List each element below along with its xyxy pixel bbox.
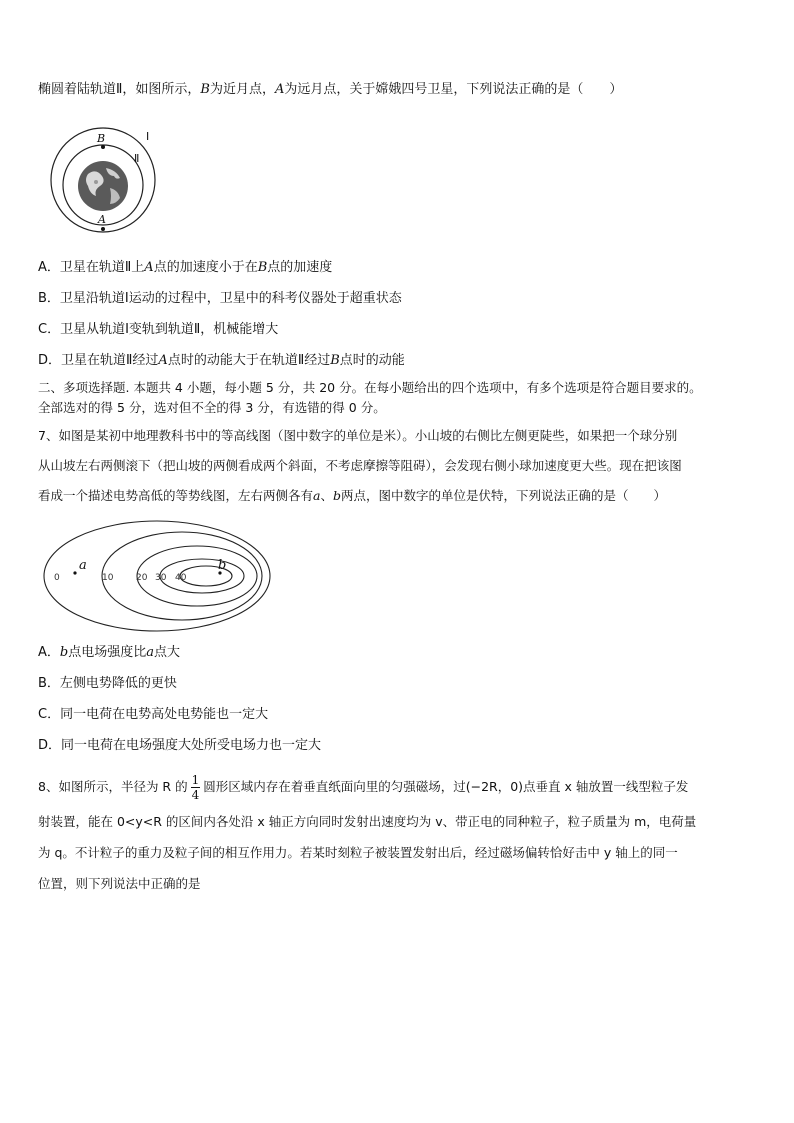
q6-opt-d-var-a: A: [158, 353, 168, 368]
q7-opt-a-text-1: A．: [38, 645, 60, 660]
label-a: a: [79, 558, 87, 573]
q6-opt-d-text-3: 点时的动能: [339, 353, 405, 368]
q7-option-d: D．同一电荷在电场强度大处所受电场力也一定大: [38, 738, 322, 753]
q7-option-c: C．同一电荷在电势高处电势能也一定大: [38, 707, 269, 722]
q7-line-3: [38, 486, 666, 506]
q6-stem-text-1: 椭圆着陆轨道Ⅱ，如图所示，: [38, 82, 201, 97]
fraction-denominator: 4: [191, 788, 200, 802]
contour-label-40: 40: [175, 573, 187, 583]
q6-opt-d-var-b: B: [330, 353, 340, 368]
q7-opt-a-text-2: 点电场强度比: [68, 645, 147, 660]
point-b-dot: [101, 145, 105, 149]
q7-line-3-text-1: 看成一个描述电势高低的等势线图，左右两侧各有: [38, 488, 314, 503]
q8-line-4: 位置，则下列说法中正确的是: [38, 876, 201, 891]
q6-stem: [38, 80, 622, 100]
q8-line-1: [38, 770, 688, 804]
orbit-figure: [40, 122, 165, 234]
fraction-numerator: 1: [191, 773, 200, 787]
q6-option-b: B．卫星沿轨道Ⅰ运动的过程中，卫星中的科考仪器处于超重状态: [38, 291, 402, 306]
contour-label-30: 30: [155, 573, 167, 583]
q7-line-3-var-b: b: [332, 488, 341, 503]
point-a-dot: [101, 227, 105, 231]
q6-opt-d-text-2: 点时的动能大于在轨道Ⅱ经过: [167, 353, 331, 368]
q7-opt-a-text-3: 点大: [154, 645, 181, 660]
contour-label-10: 10: [102, 573, 114, 583]
contour-figure: [40, 518, 275, 636]
q7-line-3-var-a: a: [313, 488, 321, 503]
q6-option-d: [38, 351, 405, 371]
q6-opt-a-var-a: A: [144, 260, 154, 275]
q6-stem-text-3: 为远月点，关于嫦娥四号卫星，下列说法正确的是（ ）: [284, 82, 623, 97]
q7-opt-a-var-b: b: [59, 645, 69, 660]
q7-line-2: 从山坡左右两侧滚下（把山坡的两侧看成两个斜面，不考虑摩擦等阻碍），会发现右侧小球加速度更大些。现在把该图: [38, 458, 682, 473]
q8-line-3: 为 q。不计粒子的重力及粒子间的相互作用力。若某时刻粒子被装置发射出后，经过磁场偏转恰好击中 y 轴上的同一: [38, 845, 678, 860]
q6-stem-var-b: B: [200, 82, 210, 97]
q6-option-c: C．卫星从轨道Ⅰ变轨到轨道Ⅱ，机械能增大: [38, 322, 279, 337]
contour-label-0: 0: [54, 573, 60, 583]
q7-line-1: 7、如图是某初中地理教科书中的等高线图（图中数字的单位是米）。小山坡的右侧比左侧更陡些，如果把一个球分别: [38, 428, 678, 443]
q7-line-3-text-2: 、: [320, 488, 333, 503]
q6-opt-a-var-b: B: [257, 260, 268, 275]
section-2-line-1: 二、多项选择题. 本题共 4 小题，每小题 5 分，共 20 分。在每小题给出的四个选项中，有多个选项是符合题目要求的。: [38, 380, 702, 395]
label-orbit-2: Ⅱ: [134, 152, 140, 165]
q6-stem-text-2: 为近月点，: [209, 82, 275, 97]
quarter-fraction: [191, 773, 201, 802]
q6-option-a: [38, 258, 332, 278]
label-a: A: [98, 213, 106, 226]
point-a-dot: [73, 571, 76, 574]
q6-opt-d-text-1: D．卫星在轨道Ⅱ经过: [38, 353, 159, 368]
q7-opt-a-var-a: a: [146, 645, 155, 660]
moon-globe-icon: [78, 161, 128, 211]
q6-stem-var-a: A: [274, 82, 285, 97]
q7-option-a: [38, 643, 180, 663]
q7-line-3-text-3: 两点，图中数字的单位是伏特，下列说法正确的是（ ）: [341, 488, 667, 503]
q6-opt-a-text-1: A．卫星在轨道Ⅱ上: [38, 260, 145, 275]
q8-line-2: 射装置，能在 0<y<R 的区间内各处沿 x 轴正方向同时发射出速度均为 v、带正电的同种粒子，粒子质量为 m，电荷量: [38, 814, 697, 829]
q7-option-b: B．左侧电势降低的更快: [38, 676, 177, 691]
contour-30: [160, 559, 244, 593]
q6-opt-a-text-2: 点的加速度小于在: [153, 260, 258, 275]
q8-line-1-text-2: 圆形区域内存在着垂直纸面向里的匀强磁场，过(−2R，0)点垂直 x 轴放置一线型粒子发: [203, 779, 689, 794]
label-b: B: [97, 132, 106, 145]
section-2-line-2: 全部选对的得 5 分，选对但不全的得 3 分，有选错的得 0 分。: [38, 400, 386, 415]
contour-label-20: 20: [136, 573, 148, 583]
q8-line-1-text-1: 8、如图所示，半径为 R 的: [38, 779, 188, 794]
label-b: b: [218, 558, 227, 573]
q6-opt-a-text-3: 点的加速度: [267, 260, 333, 275]
label-orbit-1: Ⅰ: [146, 130, 150, 143]
